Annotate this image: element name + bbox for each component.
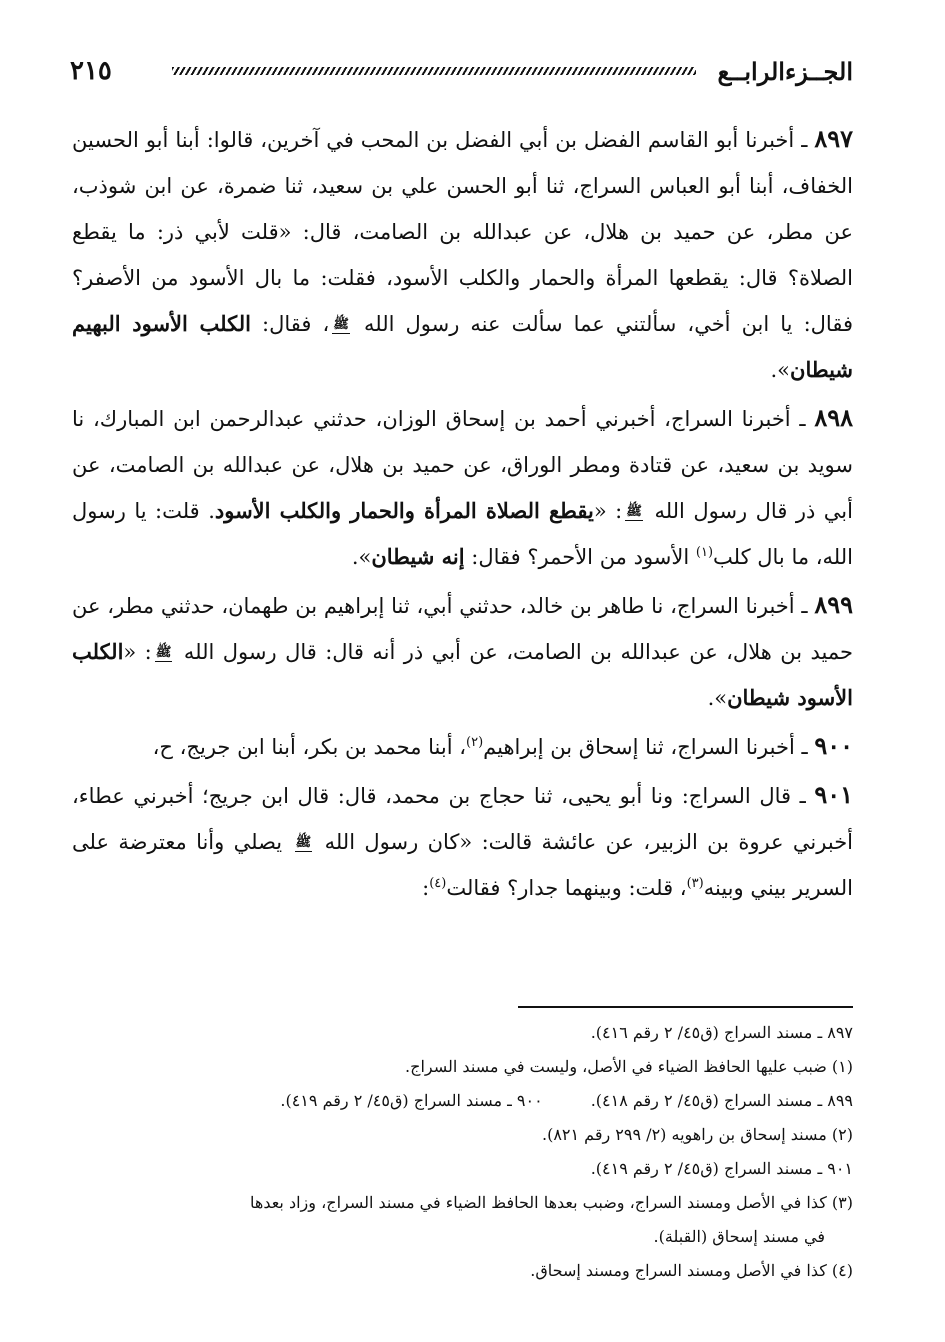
footnote-899: ٨٩٩ ـ مسند السراج (ق٤٥/ ٢ رقم ٤١٨). — [590, 1091, 853, 1110]
footnote-3: (٣) كذا في الأصل ومسند السراج، وضبب بعدها الحافظ الضياء في مسند السراج، وزاد بعدها — [250, 1193, 853, 1212]
footnote-ref[interactable]: (٢) — [466, 735, 484, 750]
footnote-1: (١) ضبب عليها الحافظ الضياء في الأصل، وليست في مسند السراج. — [405, 1057, 853, 1076]
hadith-number: ٨٩٨ — [814, 403, 853, 432]
hadith-900 — [72, 723, 853, 770]
salutation-glyph: ﷺ — [333, 317, 349, 332]
hadith-897 — [72, 116, 853, 393]
hadith-bold-text: الكلب الأسود شيطان — [72, 639, 853, 710]
hadith-899 — [72, 582, 853, 721]
hadith-text: ـ قال السراج: ونا أبو يحيى، ثنا حجاج بن محمد، قال: قال ابن جريج؛ أخبرني عطاء، أخبرني عروة بن الزبير، عن عائشة قالت: «كان رسول الله — [72, 784, 854, 854]
hadith-text: ـ أخبرنا السراج، أخبرني أحمد بن إسحاق الوزان، حدثني عبدالرحمن ابن المبارك، نا سويد بن سعيد، عن قتادة ومطر الوراق، عن حميد بن هلال، عن عبدالله بن الصامت، عن أبي ذر قال رسول الله — [72, 407, 853, 523]
main-text — [72, 116, 853, 913]
hadith-text: ـ أخبرنا أبو القاسم الفضل بن أبي الفضل بن المحب في آخرين، قالوا: أبنا أبو الحسين الخفاف، أبنا أبو العباس السراج، ثنا أبو الحسن علي بن سعيد، ثنا ضمرة، عن ابن شوذب، عن مطر، عن حميد بن هلال، عن عبدالله بن الصامت، قال: «قلت لأبي ذر: ما يقطع الصلاة؟ قال: يقطعها المرأة والحمار والكلب الأسود، فقلت: ما بال الأسود من الأصفر؟ فقال: يا ابن أخي، سألتني عما سألت عنه رسول الله — [72, 128, 853, 336]
hadith-898 — [72, 395, 853, 580]
footnote-separator — [518, 1006, 853, 1008]
hadith-text: : — [422, 876, 430, 900]
hadith-text: ». — [351, 545, 372, 569]
hadith-text: ». — [707, 686, 728, 710]
footnote-4: (٤) كذا في الأصل ومسند السراج ومسند إسحاق. — [530, 1261, 853, 1280]
hadith-text: : « — [123, 640, 152, 664]
footnote-900: ٩٠٠ ـ مسند السراج (ق٤٥/ ٢ رقم ٤١٩). — [280, 1091, 543, 1110]
footnote-ref[interactable]: (٣) — [686, 876, 704, 891]
hadith-number: ٨٩٩ — [814, 590, 853, 619]
footnote-3-continued: في مسند إسحاق (القبلة). — [653, 1227, 825, 1246]
hadith-bold-text: إنه شيطان — [371, 544, 465, 569]
running-title: الجــزءالرابــع — [717, 56, 853, 86]
hadith-number: ٩٠١ — [814, 780, 853, 809]
page-header — [70, 48, 853, 94]
hadith-text: ، أبنا محمد بن بكر، أبنا ابن جريج، ح، — [152, 735, 466, 759]
hadith-number: ٨٩٧ — [814, 124, 853, 153]
footnote-row — [72, 1084, 853, 1118]
hadith-text: يصلي وأنا معترضة على السرير بيني وبينه — [72, 830, 853, 900]
salutation-glyph: ﷺ — [626, 504, 642, 519]
salutation-glyph: ﷺ — [295, 835, 312, 850]
footnote-901: ٩٠١ ـ مسند السراج (ق٤٥/ ٢ رقم ٤١٩). — [590, 1159, 853, 1178]
footnote-897: ٨٩٧ ـ مسند السراج (ق٤٥/ ٢ رقم ٤١٦). — [590, 1023, 853, 1042]
footnotes — [72, 1016, 853, 1288]
hadith-text: الأسود من الأحمر؟ فقال: — [471, 545, 696, 569]
page-number: ٢١٥ — [70, 56, 112, 86]
hadith-text: . قلت: يا رسول الله، ما بال كلب — [72, 499, 853, 569]
hadith-text: ». — [770, 358, 791, 382]
hadith-bold-text: الكلب الأسود البهيم شيطان — [72, 311, 853, 382]
header-rule — [172, 67, 696, 75]
hadith-901 — [72, 772, 853, 911]
hadith-bold-text: يقطع الصلاة المرأة والحمار والكلب الأسود — [214, 498, 594, 523]
hadith-text: ـ أخبرنا السراج، ثنا إسحاق بن إبراهيم — [483, 735, 808, 759]
hadith-number: ٩٠٠ — [814, 731, 853, 760]
hadith-text: ، فقال: — [262, 312, 330, 336]
hadith-text: ، قلت: وبينهما جدار؟ فقالت — [446, 876, 687, 900]
footnote-ref[interactable]: (٤) — [429, 876, 447, 891]
hadith-text: ـ أخبرنا السراج، نا طاهر بن خالد، حدثني أبي، ثنا إبراهيم بن طهمان، حدثني مطر، عن حميد بن هلال، عن عبدالله بن الصامت، عن أبي ذر أنه قال: قال رسول الله — [72, 594, 853, 664]
footnote-ref[interactable]: (١) — [695, 545, 714, 560]
salutation-glyph: ﷺ — [155, 645, 172, 660]
footnote-2: (٢) مسند إسحاق بن راهويه (٢/ ٢٩٩ رقم ٨٢١). — [541, 1125, 853, 1144]
hadith-text: : « — [593, 499, 623, 523]
